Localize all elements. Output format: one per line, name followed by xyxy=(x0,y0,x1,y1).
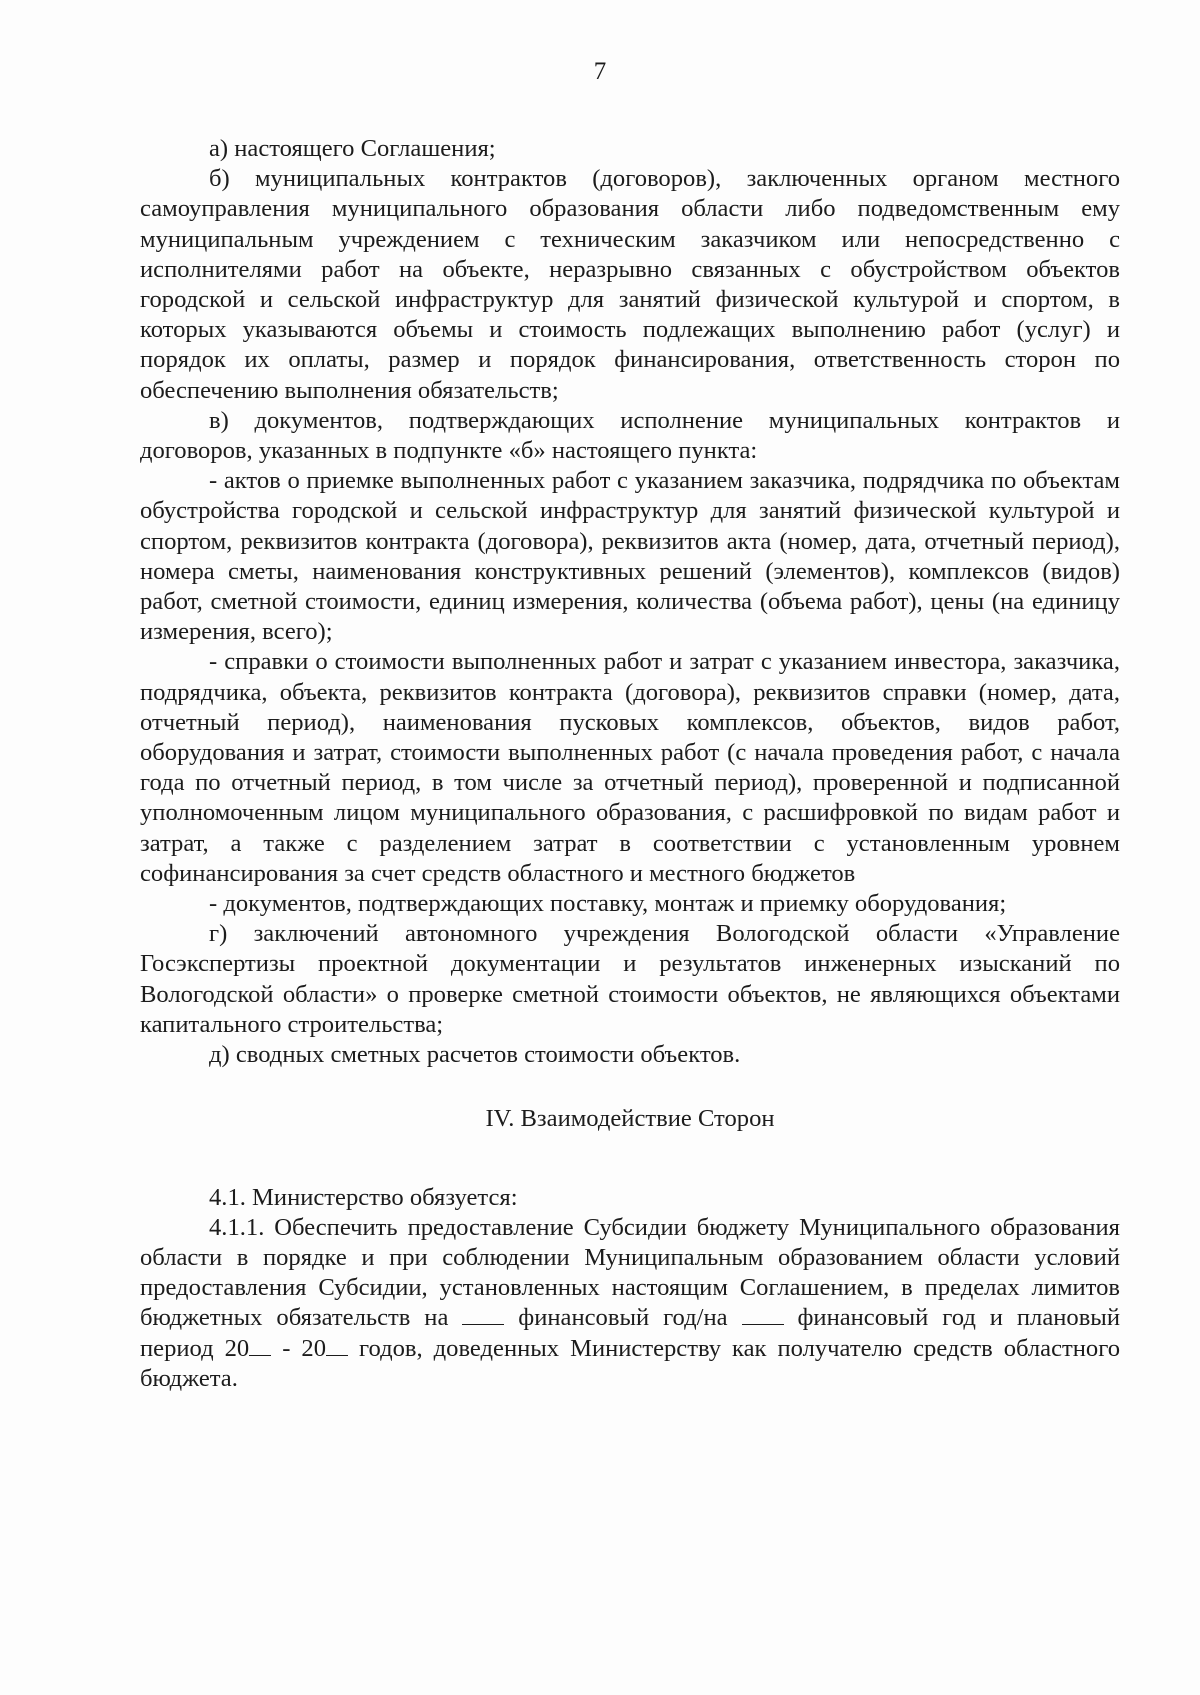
blank-year-suffix-field xyxy=(326,1337,348,1356)
blank-year-field xyxy=(742,1306,784,1325)
paragraph-4-1-1-part1: 4.1.1. Обеспечить предоставление Субсидии бюджету Муниципального образования области в порядке и при соблюдении Муниципальным образованием области условий предоставления Субсидии, установленных настоящим Соглашением, в пределах лимитов бюджетных обязательств на xyxy=(140,1213,1120,1332)
section-heading: IV. Взаимодействие Сторон xyxy=(485,1105,775,1133)
paragraph-b: б) муниципальных контрактов (договоров), заключенных органом местного самоуправления муниципального образования области либо подведомственным ему муниципальным учреждением с техническим заказчиком или непосредственно с исполнителями работ на объекте, неразрывно связанных с обустройством объектов городской и сельской инфраструктур для занятий физической культурой и спортом, в которых указываются объемы и стоимость подлежащих выполнению работ (услуг) и порядок их оплаты, размер и порядок финансирования, ответственность сторон по обеспечению выполнения обязательств; xyxy=(140,165,1120,404)
paragraph-g: г) заключений автономного учреждения Вологодской области «Управление Госэкспертизы проектной документации и результатов инженерных изысканий по Вологодской области» о проверке сметной стоимости объектов, не являющихся объектами капитального строительства; xyxy=(140,920,1120,1038)
paragraph-4-1-1-part4: - 20 xyxy=(282,1334,327,1362)
paragraph-4-1-1-part3: финансовый год и плановый период 20 xyxy=(140,1304,1120,1362)
paragraph-acts: - актов о приемке выполненных работ с указанием заказчика, подрядчика по объектам обустройства городской и сельской инфраструктур для занятий физической культурой и спортом, реквизитов контракта (договора), реквизитов акта (номер, дата, отчетный период), номера сметы, наименования конструктивных решений (элементов), комплексов (видов) работ, сметной стоимости, единиц измерения, количества (объема работ), цены (на единицу измерения, всего); xyxy=(140,467,1120,646)
page-number: 7 xyxy=(593,58,607,85)
paragraph-docs: - документов, подтверждающих поставку, монтаж и приемку оборудования; xyxy=(209,890,1007,918)
paragraph-4-1-1 xyxy=(140,1213,1120,1394)
paragraph-a: а) настоящего Соглашения; xyxy=(209,135,496,162)
paragraph-4-1-1-part5: годов, доведенных Министерству как получателю средств областного бюджета. xyxy=(140,1334,1120,1392)
blank-year-field xyxy=(462,1306,504,1325)
paragraph-spravki: - справки о стоимости выполненных работ и затрат с указанием инвестора, заказчика, подрядчика, объекта, реквизитов контракта (договора), реквизитов справки (номер, дата, отчетный период), наименования пусковых комплексов, объектов, видов работ, оборудования и затрат, стоимости выполненных работ (с начала проведения работ, с начала года по отчетный период, в том числе за отчетный период), проверенной и подписанной уполномоченным лицом муниципального образования, с расшифровкой по видам работ и затрат, а также с разделением затрат в соответствии с установленным уровнем софинансирования за счет средств областного и местного бюджетов xyxy=(140,648,1120,887)
paragraph-d: д) сводных сметных расчетов стоимости объектов. xyxy=(209,1041,741,1069)
paragraph-4-1-1-part2: финансовый год/на xyxy=(518,1304,728,1332)
document-body xyxy=(140,134,1120,1394)
blank-year-suffix-field xyxy=(249,1337,271,1356)
paragraph-4-1: 4.1. Министерство обязуется: xyxy=(209,1183,518,1211)
paragraph-v: в) документов, подтверждающих исполнение муниципальных контрактов и договоров, указанных в подпункте «б» настоящего пункта: xyxy=(140,406,1120,465)
